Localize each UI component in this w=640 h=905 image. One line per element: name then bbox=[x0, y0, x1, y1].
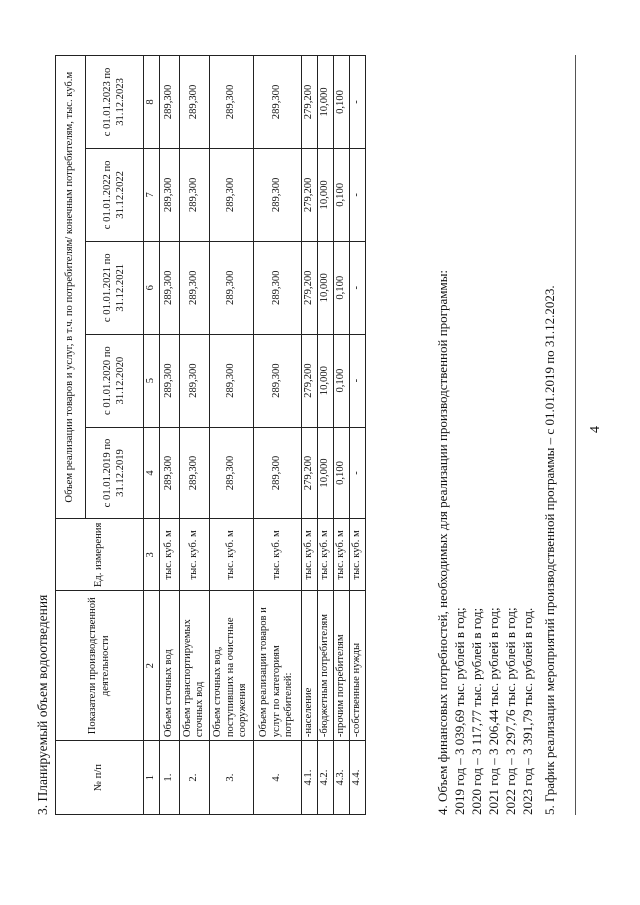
row-value: 289,300 bbox=[253, 148, 301, 241]
row-indicator: -население bbox=[301, 591, 317, 741]
table-row bbox=[159, 56, 179, 815]
row-number: 3. bbox=[209, 741, 253, 815]
row-unit: тыс. куб. м bbox=[301, 519, 317, 591]
col-number: 8 bbox=[144, 56, 160, 149]
header-num: № п/п bbox=[56, 741, 144, 815]
row-value: 289,300 bbox=[159, 241, 179, 334]
row-indicator: Объем сточных вод bbox=[159, 591, 179, 741]
table-row bbox=[349, 56, 365, 815]
row-value: 0,100 bbox=[333, 241, 349, 334]
row-indicator: -прочим потребителям bbox=[333, 591, 349, 741]
table-row bbox=[253, 56, 301, 815]
row-value: 0,100 bbox=[333, 427, 349, 519]
row-value: 289,300 bbox=[253, 334, 301, 427]
row-number: 4.4. bbox=[349, 741, 365, 815]
row-value: 279,200 bbox=[301, 334, 317, 427]
row-indicator: Объем транспортируемых сточных вод bbox=[179, 591, 209, 741]
rotated-page bbox=[35, 15, 603, 815]
section-4-title: 4. Объем финансовых потребностей, необходимых для реализации производственной программы: bbox=[435, 269, 450, 815]
finance-line-2019: 2019 год – 3 039,69 тыс. рублей в год; bbox=[452, 607, 467, 815]
table-row bbox=[179, 56, 209, 815]
table-row bbox=[317, 56, 333, 815]
row-value: 289,300 bbox=[253, 56, 301, 149]
row-value: 289,300 bbox=[209, 427, 253, 519]
section-3-title: 3. Планируемый объем водоотведения bbox=[35, 594, 50, 815]
row-number: 4.1. bbox=[301, 741, 317, 815]
row-value: 289,300 bbox=[179, 427, 209, 519]
col-number: 6 bbox=[144, 241, 160, 334]
row-number: 4.3. bbox=[333, 741, 349, 815]
row-unit: тыс. куб. м bbox=[317, 519, 333, 591]
row-value: 10,000 bbox=[317, 241, 333, 334]
row-value: 279,200 bbox=[301, 427, 317, 519]
row-value: 0,100 bbox=[333, 334, 349, 427]
table-row bbox=[209, 56, 253, 815]
row-number: 2. bbox=[179, 741, 209, 815]
row-value: 289,300 bbox=[179, 56, 209, 149]
row-value: 289,300 bbox=[209, 56, 253, 149]
row-number: 4. bbox=[253, 741, 301, 815]
header-period-2019: с 01.01.2019 по 31.12.2019 bbox=[86, 427, 144, 519]
table-body bbox=[159, 56, 365, 815]
wastewater-volume-table bbox=[55, 55, 366, 815]
row-value: 289,300 bbox=[209, 241, 253, 334]
row-value: 0,100 bbox=[333, 56, 349, 149]
page-number: 4 bbox=[588, 426, 603, 433]
section-5-title: 5. График реализации мероприятий производственной программы – с 01.01.2019 по 31.12.2023. bbox=[542, 285, 557, 815]
header-period-2023: с 01.01.2023 по 31.12.2023 bbox=[86, 56, 144, 149]
footer-rule bbox=[575, 55, 576, 815]
col-number: 7 bbox=[144, 148, 160, 241]
row-unit: тыс. куб. м bbox=[179, 519, 209, 591]
row-value: 0,100 bbox=[333, 148, 349, 241]
row-value: 289,300 bbox=[159, 427, 179, 519]
col-number: 2 bbox=[144, 591, 160, 741]
row-value: 10,000 bbox=[317, 334, 333, 427]
row-value: 289,300 bbox=[179, 148, 209, 241]
finance-line-2021: 2021 год – 3 206,44 тыс. рублей в год; bbox=[486, 607, 501, 815]
table-row bbox=[301, 56, 317, 815]
row-value: 289,300 bbox=[253, 241, 301, 334]
row-value: 289,300 bbox=[179, 241, 209, 334]
table-row bbox=[333, 56, 349, 815]
finance-line-2023: 2023 год – 3 391,79 тыс. рублей в год. bbox=[520, 607, 535, 815]
row-indicator: -собственные нужды bbox=[349, 591, 365, 741]
row-unit: тыс. куб. м bbox=[209, 519, 253, 591]
row-unit: тыс. куб. м bbox=[349, 519, 365, 591]
row-number: 4.2. bbox=[317, 741, 333, 815]
row-indicator: Объем реализации товаров и услуг по категориям потребителей: bbox=[253, 591, 301, 741]
header-period-2022: с 01.01.2022 по 31.12.2022 bbox=[86, 148, 144, 241]
row-value: 279,200 bbox=[301, 56, 317, 149]
row-value: 289,300 bbox=[159, 148, 179, 241]
row-value: 279,200 bbox=[301, 241, 317, 334]
row-value: - bbox=[349, 56, 365, 149]
row-value: 289,300 bbox=[179, 334, 209, 427]
row-value: - bbox=[349, 427, 365, 519]
col-number: 4 bbox=[144, 427, 160, 519]
row-number: 1. bbox=[159, 741, 179, 815]
column-numbers-row bbox=[144, 56, 160, 815]
col-number: 5 bbox=[144, 334, 160, 427]
row-value: - bbox=[349, 334, 365, 427]
row-value: - bbox=[349, 148, 365, 241]
header-indicator: Показатели производственной деятельности bbox=[56, 591, 144, 741]
row-unit: тыс. куб. м bbox=[159, 519, 179, 591]
row-value: - bbox=[349, 241, 365, 334]
row-value: 10,000 bbox=[317, 148, 333, 241]
row-value: 10,000 bbox=[317, 56, 333, 149]
row-value: 279,200 bbox=[301, 148, 317, 241]
row-value: 289,300 bbox=[209, 334, 253, 427]
header-volume: Объем реализации товаров и услуг, в т.ч. по потребителям/ конечным потребителям, тыс. куб.м bbox=[56, 56, 86, 519]
row-value: 289,300 bbox=[159, 56, 179, 149]
header-unit: Ед. измерения bbox=[56, 519, 144, 591]
finance-line-2022: 2022 год – 3 297,76 тыс. рублей в год; bbox=[503, 607, 518, 815]
finance-line-2020: 2020 год – 3 117,77 тыс. рублей в год; bbox=[469, 607, 484, 815]
row-unit: тыс. куб. м bbox=[333, 519, 349, 591]
row-indicator: Объем сточных вод, поступивших на очистные сооружения bbox=[209, 591, 253, 741]
header-period-2020: с 01.01.2020 по 31.12.2020 bbox=[86, 334, 144, 427]
row-value: 289,300 bbox=[159, 334, 179, 427]
col-number: 3 bbox=[144, 519, 160, 591]
col-number: 1 bbox=[144, 741, 160, 815]
row-unit: тыс. куб. м bbox=[253, 519, 301, 591]
row-value: 289,300 bbox=[209, 148, 253, 241]
row-value: 289,300 bbox=[253, 427, 301, 519]
header-period-2021: с 01.01.2021 по 31.12.2021 bbox=[86, 241, 144, 334]
row-value: 10,000 bbox=[317, 427, 333, 519]
row-indicator: -бюджетным потребителям bbox=[317, 591, 333, 741]
